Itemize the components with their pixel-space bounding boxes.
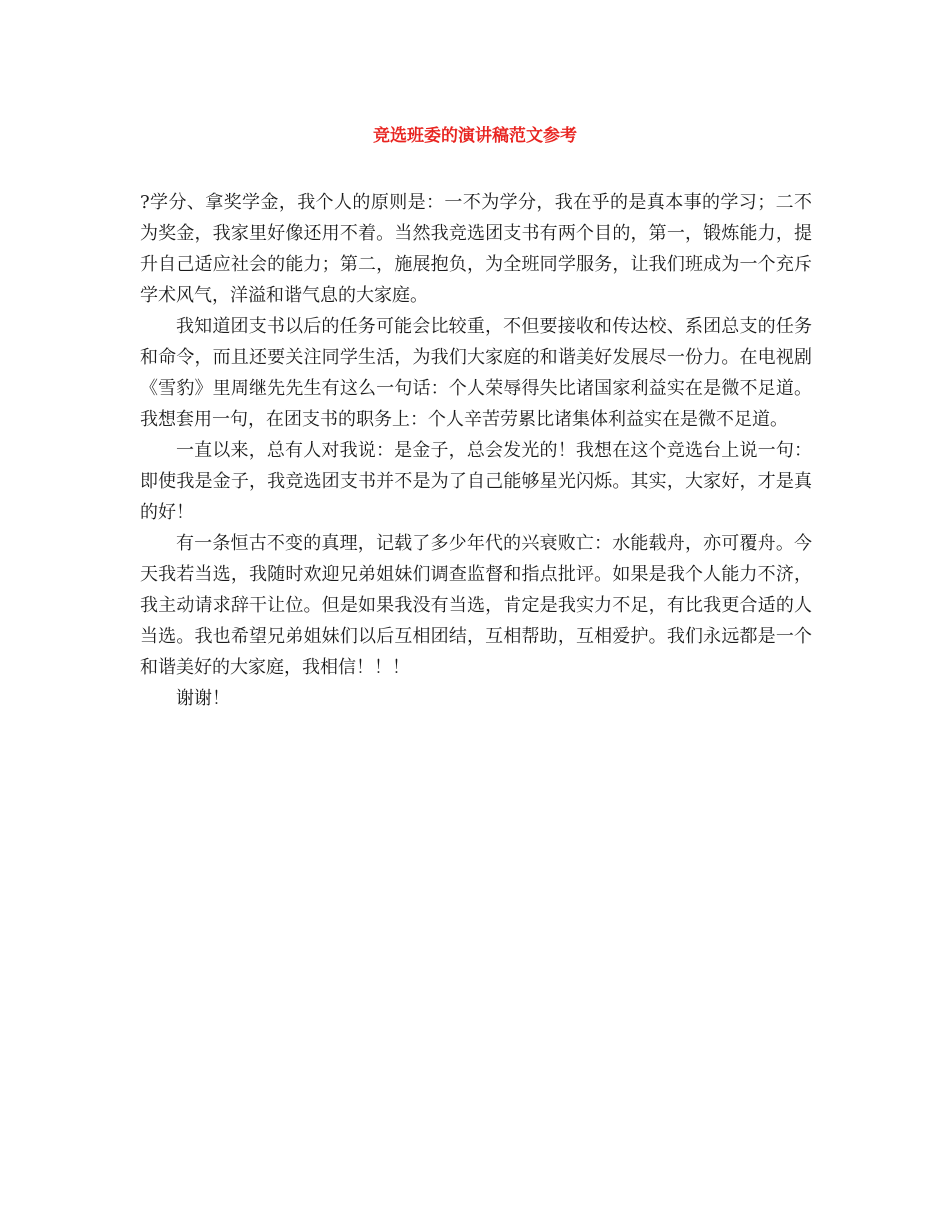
paragraph-1: ?学分、拿奖学金，我个人的原则是：一不为学分，我在乎的是真本事的学习；二不为奖金，我家里好像还用不着。当然我竞选团支书有两个目的，第一，锻炼能力，提升自己适应社会的能力；第二，施展抱负，为全班同学服务，让我们班成为一个充斥学术风气，洋溢和谐气息的大家庭。 <box>140 192 812 306</box>
document-title: 竞选班委的演讲稿范文参考 <box>373 126 577 146</box>
paragraph-5: 谢谢！ <box>176 688 230 709</box>
paragraph-4: 有一条恒古不变的真理，记载了多少年代的兴衰败亡：水能载舟，亦可覆舟。今天我若当选，我随时欢迎兄弟姐妹们调查监督和指点批评。如果是我个人能力不济，我主动请求辞干让位。但是如果我没有当选，肯定是我实力不足，有比我更合适的人当选。我也希望兄弟姐妹们以后互相团结，互相帮助，互相爱护。我们永远都是一个和谐美好的大家庭，我相信！！！ <box>140 533 812 678</box>
paragraph-2: 我知道团支书以后的任务可能会比较重，不但要接收和传达校、系团总支的任务和命令，而且还要关注同学生活，为我们大家庭的和谐美好发展尽一份力。在电视剧《雪豹》里周继先先生有这么一句话：个人荣辱得失比诸国家利益实在是微不足道。我想套用一句，在团支书的职务上：个人辛苦劳累比诸集体利益实在是微不足道。 <box>140 316 812 430</box>
document-body <box>140 187 812 714</box>
paragraph-3: 一直以来，总有人对我说：是金子，总会发光的！我想在这个竞选台上说一句：即使我是金子，我竞选团支书并不是为了自己能够星光闪烁。其实，大家好，才是真的好！ <box>140 440 812 523</box>
